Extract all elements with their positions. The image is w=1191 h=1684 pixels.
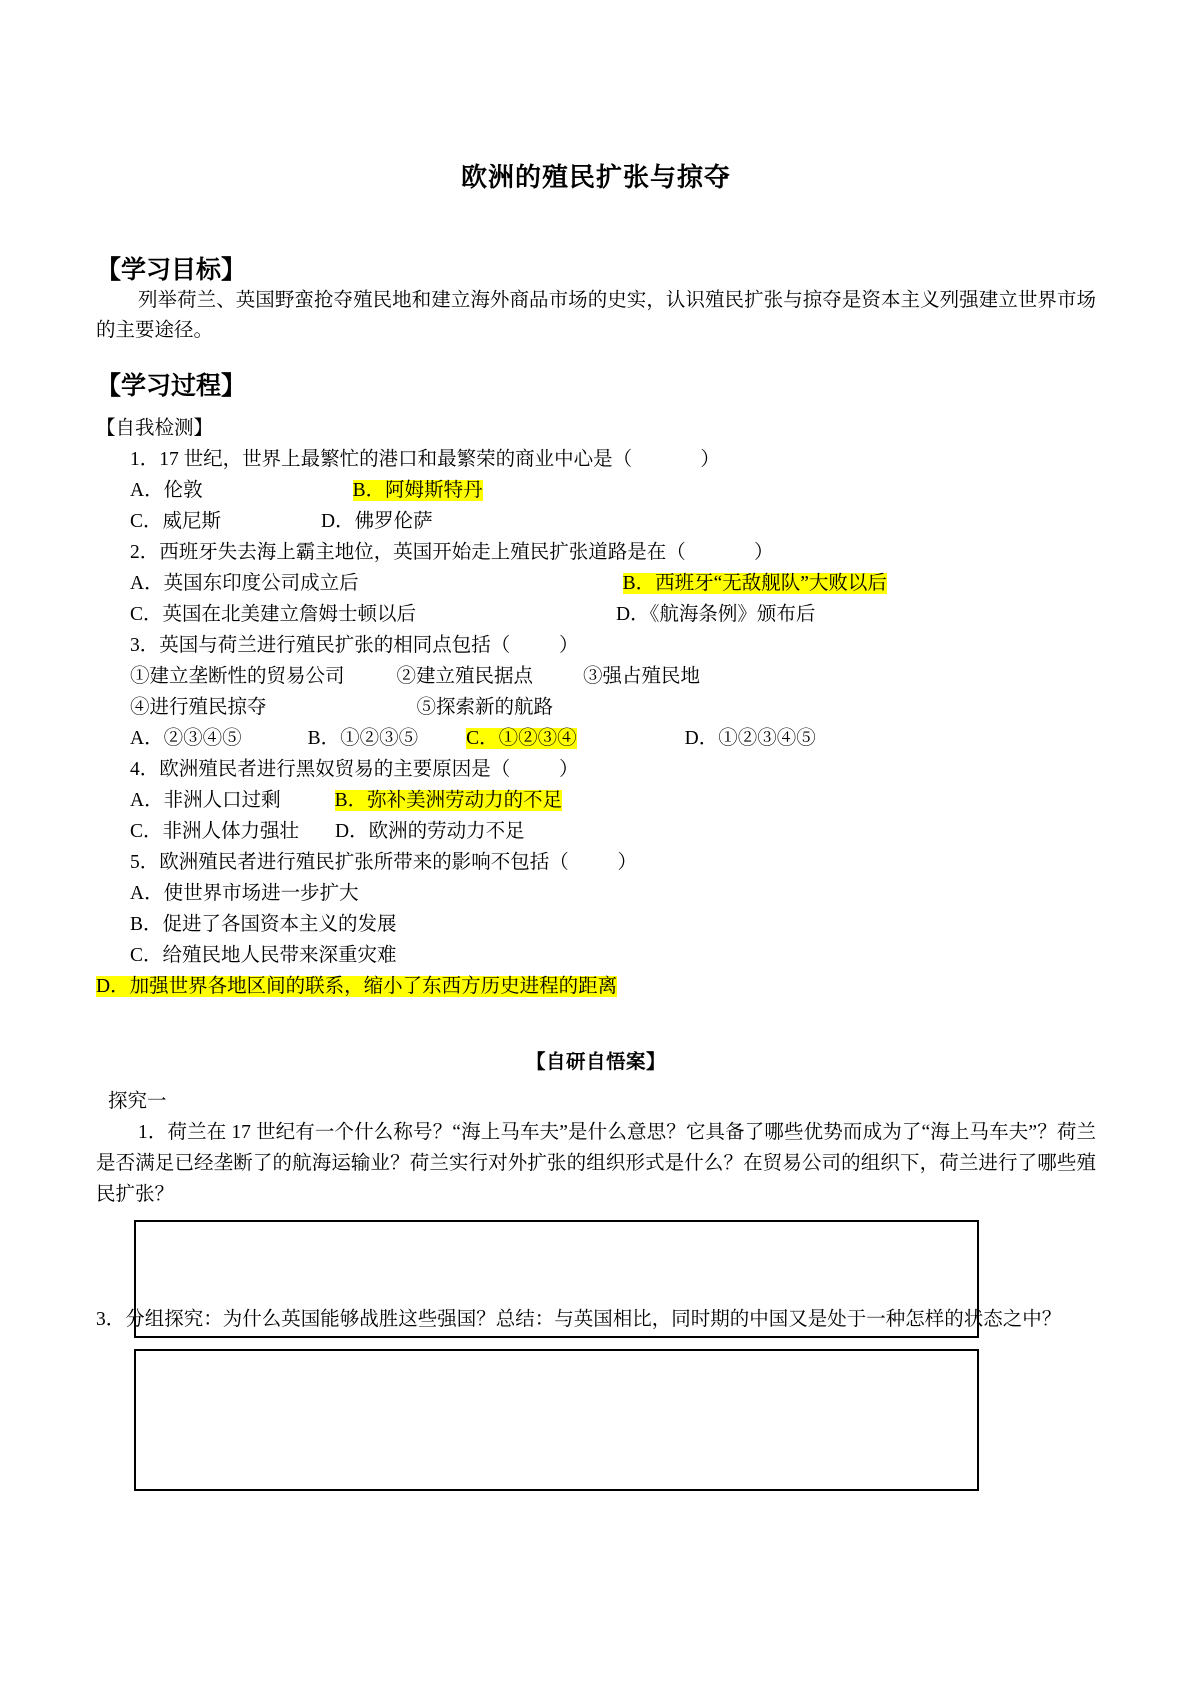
question-5-option-d: D．加强世界各地区间的联系，缩小了东西方历史进程的距离 (96, 976, 618, 997)
question-2-stem: 2．西班牙失去海上霸主地位，英国开始走上殖民扩张道路是在（ ） (130, 542, 774, 563)
question-3-options (96, 723, 1096, 754)
question-5-option-b: B．促进了各国资本主义的发展 (130, 914, 397, 935)
subsection-heading-self-test: 【自我检测】 (96, 418, 214, 439)
answer-box-2[interactable] (134, 1349, 979, 1491)
explore-question-1: 1．荷兰在 17 世纪有一个什么称号？“海上马车夫”是什么意思？它具备了哪些优势而成为了“海上马车夫”？荷兰是否满足已经垄断了的航海运输业？荷兰实行对外扩张的组织形式是什么？在贸易公司的组织下，荷兰进行了哪些殖民扩张？ (96, 1122, 1096, 1205)
question-1-option-a: A．伦敦 (130, 480, 203, 501)
question-1-option-d: D．佛罗伦萨 (321, 511, 433, 532)
question-3-option-d: D．①②③④⑤ (684, 728, 816, 749)
explore-label: 探究一 (108, 1091, 167, 1112)
question-2-options-ab (96, 568, 1096, 599)
question-1-option-b: B．阿姆斯特丹 (352, 480, 483, 501)
question-1-options-cd (96, 506, 1096, 537)
page-title: 欧洲的殖民扩张与掠夺 (460, 163, 731, 192)
question-3-stem: 3．英国与荷兰进行殖民扩张的相同点包括（ ） (130, 635, 579, 656)
question-3-item-2: ②建立殖民据点 (396, 666, 534, 687)
question-3-item-3: ③强占殖民地 (583, 666, 701, 687)
section-heading-learning-goal: 【学习目标】 (96, 257, 247, 284)
question-5-option-c: C．给殖民地人民带来深重灾难 (130, 945, 397, 966)
question-4-options-ab (96, 785, 1096, 816)
question-3-option-c: C．①②③④ (466, 728, 577, 749)
explore-question-3: 3．分组探究：为什么英国能够战胜这些强国？总结：与英国相比，同时期的中国又是处于一种怎样的状态之中？ (96, 1309, 1062, 1330)
question-3-items-45 (96, 692, 1096, 723)
question-4-options-cd (96, 816, 1096, 847)
question-1-options-ab (96, 475, 1096, 506)
question-2-option-c: C．英国在北美建立詹姆士顿以后 (130, 604, 417, 625)
question-2-options-cd (96, 599, 1096, 630)
section-heading-self-study: 【自研自悟案】 (525, 1052, 666, 1073)
question-3-option-a: A．②③④⑤ (130, 728, 242, 749)
question-3-item-4: ④进行殖民掠夺 (130, 697, 267, 718)
question-5-stem: 5．欧洲殖民者进行殖民扩张所带来的影响不包括（ ） (130, 852, 638, 873)
question-1-option-c: C．威尼斯 (130, 511, 222, 532)
learning-goal-text: 列举荷兰、英国野蛮抢夺殖民地和建立海外商品市场的史实，认识殖民扩张与掠夺是资本主义列强建立世界市场的主要途径。 (96, 290, 1096, 341)
question-2-option-d: D．《航海条例》颁布后 (616, 604, 816, 625)
question-1-stem: 1．17 世纪，世界上最繁忙的港口和最繁荣的商业中心是（ ） (130, 449, 720, 470)
question-4-option-b: B．弥补美洲劳动力的不足 (334, 790, 563, 811)
question-4-option-d: D．欧洲的劳动力不足 (335, 821, 525, 842)
question-4-stem: 4．欧洲殖民者进行黑奴贸易的主要原因是（ ） (130, 759, 579, 780)
question-2-option-a: A．英国东印度公司成立后 (130, 573, 359, 594)
question-3-items-123 (96, 661, 1096, 692)
question-3-item-5: ⑤探索新的航路 (416, 697, 554, 718)
question-2-option-b: B．西班牙“无敌舰队”大败以后 (622, 573, 887, 594)
question-5-option-a: A．使世界市场进一步扩大 (130, 883, 359, 904)
question-4-option-c: C．非洲人体力强壮 (130, 821, 300, 842)
section-heading-learning-process: 【学习过程】 (96, 373, 247, 400)
question-3-item-1: ①建立垄断性的贸易公司 (130, 666, 345, 687)
page-content (96, 0, 1096, 1491)
question-4-option-a: A．非洲人口过剩 (130, 790, 281, 811)
question-5-option-d-row (96, 971, 1096, 1002)
question-3-option-b: B．①②③⑤ (307, 728, 419, 749)
